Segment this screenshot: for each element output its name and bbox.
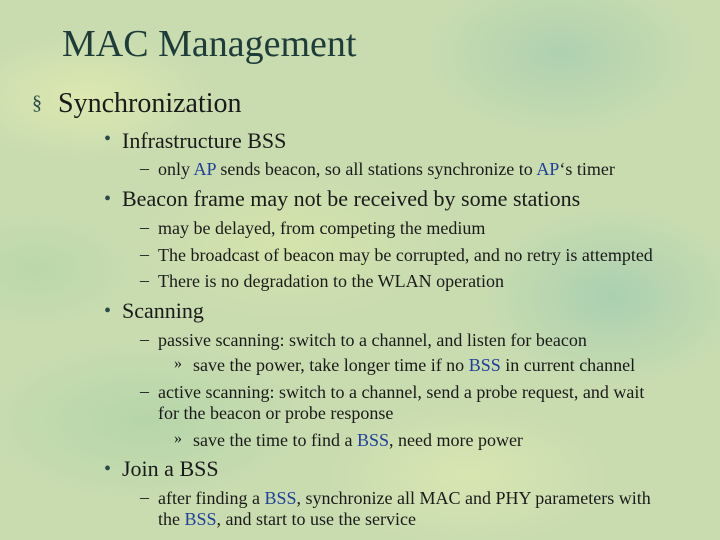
passive-sub: [193, 354, 635, 376]
text-fragment: the: [158, 509, 185, 529]
dash: –: [140, 270, 149, 290]
bullet: •: [104, 188, 112, 210]
section-marker: §: [32, 92, 42, 114]
scanning-heading: Scanning: [122, 298, 204, 323]
dash: –: [140, 244, 149, 264]
bss-term: BSS: [468, 355, 501, 375]
ap-term: AP: [193, 159, 216, 179]
dash: –: [140, 158, 149, 178]
text-fragment: , synchronize all MAC and PHY parameters with: [296, 488, 651, 508]
beacon-item: may be delayed, from competing the medium: [158, 218, 486, 238]
beacon-item: The broadcast of beacon may be corrupted, and no retry is attempted: [158, 245, 653, 265]
bss-term: BSS: [184, 509, 217, 529]
join-line: [158, 487, 651, 509]
active-sub: [193, 429, 523, 451]
dash: –: [140, 217, 149, 237]
dash: –: [140, 487, 149, 507]
text-fragment: save the power, take longer time if no: [193, 355, 469, 375]
section-heading: Synchronization: [58, 88, 242, 119]
bullet: •: [104, 300, 112, 322]
sub-marker: »: [174, 355, 182, 372]
text-fragment: after finding a: [158, 488, 265, 508]
text-fragment: , need more power: [388, 430, 523, 450]
beacon-item: There is no degradation to the WLAN operation: [158, 271, 505, 291]
infra-heading: Infrastructure BSS: [122, 128, 287, 153]
dash: –: [140, 329, 149, 349]
ap-term: AP: [536, 159, 560, 179]
bss-term: BSS: [356, 430, 389, 450]
sub-marker: »: [174, 430, 182, 447]
bullet: •: [104, 458, 112, 480]
bss-term: BSS: [264, 488, 297, 508]
text-fragment: ‘s timer: [559, 159, 615, 179]
active-scanning: active scanning: switch to a channel, send a probe request, and wait: [158, 382, 645, 402]
text-fragment: sends beacon, so all stations synchronize to: [215, 159, 537, 179]
text-fragment: save the time to find a: [193, 430, 357, 450]
join-heading: Join a BSS: [122, 456, 219, 481]
passive-scanning: passive scanning: switch to a channel, and listen for beacon: [158, 330, 587, 350]
text-fragment: , and start to use the service: [216, 509, 416, 529]
active-scanning-cont: for the beacon or probe response: [158, 403, 394, 423]
bullet: •: [104, 128, 112, 150]
text-fragment: in current channel: [500, 355, 636, 375]
text-fragment: only: [158, 159, 194, 179]
dash: –: [140, 381, 149, 401]
beacon-heading: Beacon frame may not be received by some stations: [122, 186, 581, 211]
infra-line: [158, 158, 615, 180]
join-line-cont: [158, 508, 416, 530]
slide-title: MAC Management: [62, 23, 357, 65]
